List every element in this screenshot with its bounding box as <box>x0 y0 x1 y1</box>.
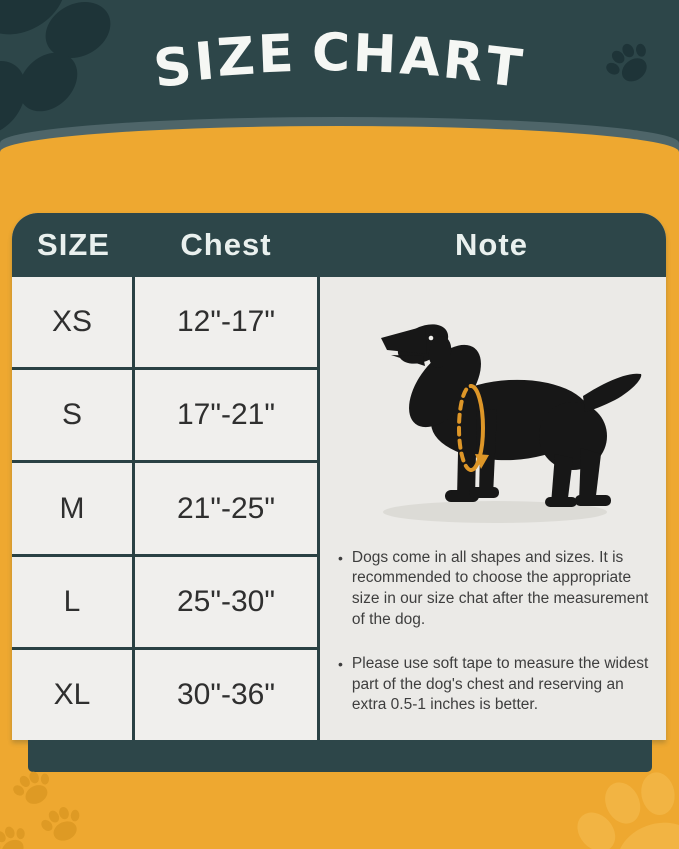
note-text: Please use soft tape to measure the widest part of the dog's chest and reserving an extra 0.5-1 inches is better. <box>351 655 649 714</box>
table-row <box>12 277 317 370</box>
size-cell: S <box>12 370 135 460</box>
chest-cell: 17"-21" <box>176 398 276 432</box>
dog-silhouette <box>381 316 641 507</box>
table-row <box>12 650 317 740</box>
size-chart-table <box>12 213 666 740</box>
page-title: SIZE CHART <box>150 22 529 101</box>
table-footer-bar <box>28 740 652 772</box>
size-cell: XL <box>12 650 135 740</box>
size-cell: L <box>12 557 135 647</box>
chest-cell: 21"-25" <box>176 491 276 525</box>
bullet-icon: • <box>338 656 343 673</box>
column-header-note: Note <box>455 227 528 262</box>
chest-cell: 12"-17" <box>176 305 276 339</box>
table-row <box>12 370 317 463</box>
note-text: Dogs come in all shapes and sizes. It is recommended to choose the appropriate size in our size chat after the measurement of the dog. <box>351 548 649 628</box>
dog-eye <box>429 335 434 340</box>
table-header-row <box>12 213 666 277</box>
table-row <box>12 463 317 556</box>
bullet-icon: • <box>338 549 343 566</box>
column-header-size: SIZE <box>37 227 110 262</box>
note-item <box>338 548 650 630</box>
table-body <box>12 277 666 740</box>
column-header-chest: Chest <box>180 227 272 262</box>
size-cell: XS <box>12 277 135 367</box>
dog-silhouette-illustration <box>343 308 643 526</box>
chest-cell: 25"-30" <box>176 584 276 618</box>
note-list <box>320 526 666 740</box>
chest-cell: 30"-36" <box>176 677 276 711</box>
table-row <box>12 557 317 650</box>
note-item <box>338 654 650 716</box>
note-cell <box>317 277 666 740</box>
size-cell: M <box>12 463 135 553</box>
size-rows <box>12 277 317 740</box>
dog-figure <box>320 277 666 526</box>
